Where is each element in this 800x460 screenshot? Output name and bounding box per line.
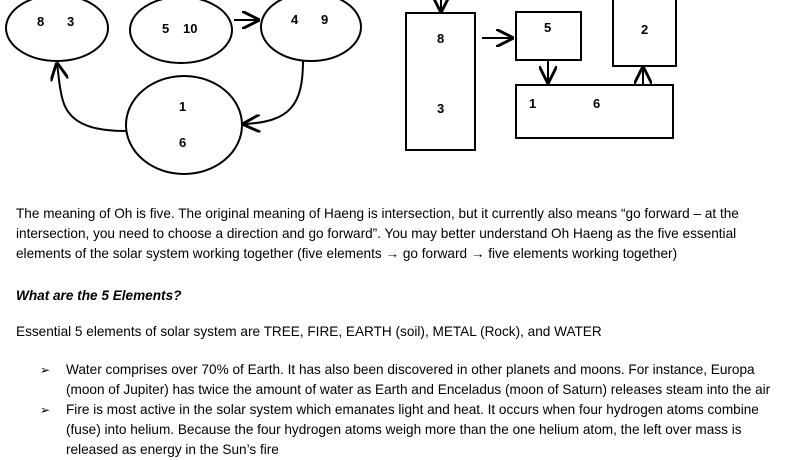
section-heading: What are the 5 Elements? <box>16 288 182 303</box>
bullet-text: Water comprises over 70% of Earth. It has also been discovered in other planets and moons. For instance, Europa (moon of Jupiter) has twice the amount of water as Earth and Enceladus (moon of Saturn) releases steam into the air <box>66 362 771 397</box>
wide-box <box>516 85 673 138</box>
circle-node-83 <box>6 0 108 61</box>
arrow-d-to-a <box>57 64 126 131</box>
node-label: 5 <box>162 21 170 36</box>
elements-diagram <box>0 0 800 190</box>
circle-node-16 <box>126 76 242 174</box>
element-bullets <box>40 360 790 460</box>
node-label: 10 <box>183 21 198 36</box>
list-item <box>40 360 790 400</box>
node-label: 6 <box>179 135 187 150</box>
node-label: 9 <box>321 12 329 27</box>
circle-node-49 <box>261 0 361 61</box>
node-label: 8 <box>37 14 45 29</box>
bullet-text: Fire is most active in the solar system which emanates light and heat. It occurs when four hydrogen atoms combine (fuse) into helium. Because the four hydrogen atoms weigh more than the one helium atom, the left over mass is released as energy in the Sun’s fire <box>66 402 759 457</box>
box-label: 6 <box>593 96 601 111</box>
box-label: 8 <box>437 31 445 46</box>
cycle-diagram-left <box>6 0 361 174</box>
box-label: 5 <box>544 20 552 35</box>
box-label: 1 <box>529 96 537 111</box>
arrow-bullet-icon: ➢ <box>40 363 51 377</box>
node-label: 1 <box>179 99 187 114</box>
node-label: 4 <box>291 12 299 27</box>
node-label: 3 <box>67 14 75 29</box>
arrow-bullet-icon: ➢ <box>40 403 51 417</box>
circle-node-510 <box>130 0 232 63</box>
arrow-c-to-d <box>244 61 303 124</box>
box-label: 2 <box>641 22 649 37</box>
intro-paragraph: The meaning of Oh is five. The original meaning of Haeng is intersection, but it currently also means “go forward – at the intersection, you need to choose a direction and go forward”. You may better understand Oh Haeng as the five essential elements of the solar system working together (five elements → go forward → five elements working together) <box>16 206 739 261</box>
list-item <box>40 400 790 460</box>
flow-diagram-right <box>406 0 676 150</box>
box-label: 3 <box>437 101 445 116</box>
elements-list-paragraph: Essential 5 elements of solar system are TREE, FIRE, EARTH (soil), METAL (Rock), and WATER <box>16 324 602 339</box>
